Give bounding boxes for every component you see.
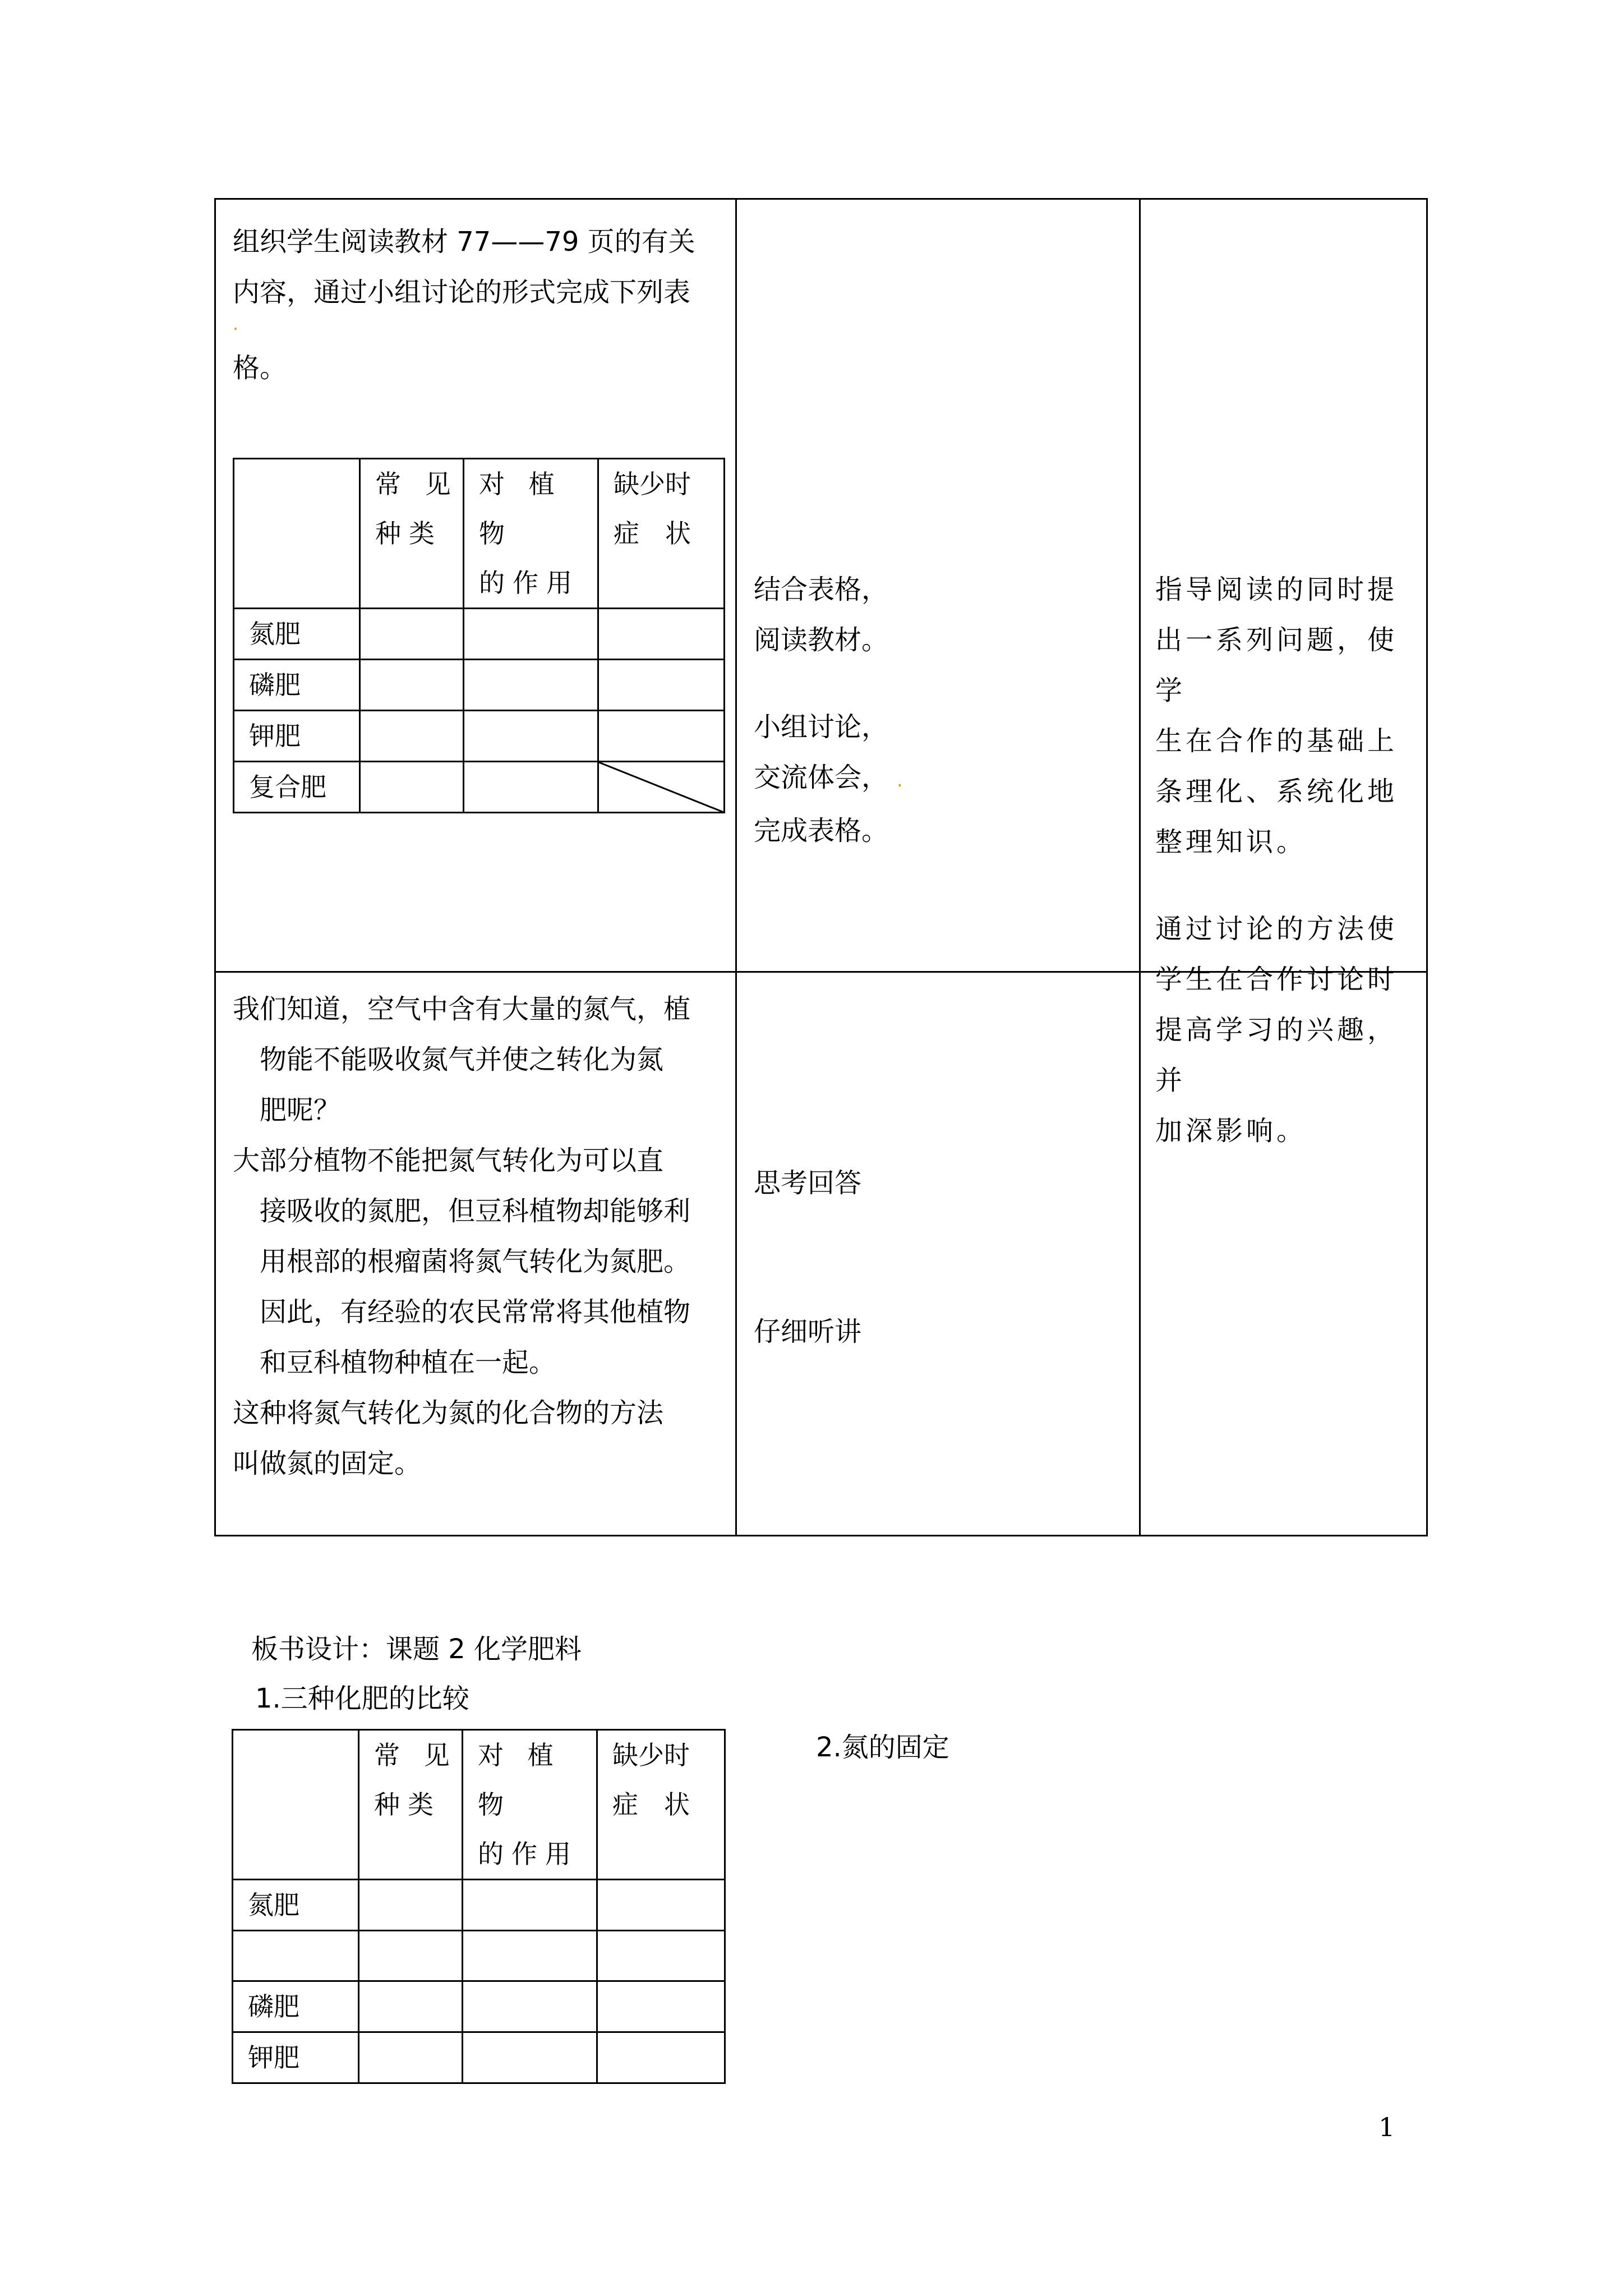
intro-line: 格。 [233,352,287,384]
intent-line: 学生在合作讨论时 [1155,964,1398,995]
intent-line: 出一系列问题，使学 [1155,624,1398,706]
fert-row-label: 磷肥 [234,660,360,711]
fert-header-deficiency: 缺少时 症 状 [598,459,725,609]
teacher-intro [233,217,726,393]
fert-row-label: 复合肥 [234,762,360,813]
student-line: 阅读教材。 [754,624,889,656]
teacher-line: 我们知道，空气中含有大量的氮气，植 [233,993,691,1025]
lesson-row-2 [215,972,1427,1536]
teacher-line: 物能不能吸收氮气并使之转化为氮 [260,1044,664,1075]
student-line: 完成表格。 [754,815,889,846]
design-intent-cell [1140,972,1427,1536]
intent-line: 提高学习的兴趣，并 [1155,1014,1398,1096]
fert-header-effect: 对 植 物 的作用 [464,459,598,609]
student-activity [754,564,902,856]
teacher-line: 大部分植物不能把氮气转化为可以直 [233,1145,664,1176]
student-activity-cell [736,199,1140,972]
intent-line: 整理知识。 [1155,826,1307,858]
diagonal-line [599,762,725,813]
mark-dot: . [897,770,903,791]
fertilizer-table [233,458,725,813]
intent-line: 指导阅读的同时提 [1155,574,1398,605]
board-row-label: 钾肥 [233,2032,359,2083]
mark-dot: · [233,318,239,339]
board-header-deficiency: 缺少时 症 状 [597,1730,725,1880]
intro-line: 内容，通过小组讨论的形式完成下列表 [233,277,691,308]
teacher-activity-cell [215,972,736,1536]
student-line: 小组讨论， [754,711,889,743]
teacher-line: 接吸收的氮肥，但豆科植物却能够利 [260,1195,691,1227]
teacher-explanation [233,984,726,1489]
teacher-line: 这种将氮气转化为氮的化合物的方法 [233,1397,664,1429]
teacher-line: 肥呢？ [260,1094,341,1126]
page-number: 1 [1378,2112,1395,2142]
board-header-effect: 对 植 物 的作用 [463,1730,597,1880]
board-section-1: 1.三种化肥的比较 [255,1683,469,1714]
intent-line: 生在合作的基础上 [1155,725,1398,757]
design-intent-cell [1140,199,1427,1147]
student-line: 思考回答 [754,1167,862,1199]
board-row-label: 氮肥 [233,1880,359,1931]
board-header-empty [233,1730,359,1880]
lesson-row-1 [215,199,1427,972]
intent-line: 通过讨论的方法使 [1155,913,1398,945]
diagonal-cell [598,762,725,813]
teacher-line: 叫做氮的固定。 [233,1448,422,1479]
intent-line: 条理化、系统化地 [1155,776,1398,807]
board-section-2: 2.氮的固定 [816,1732,949,1763]
board-header-type: 常 见 种类 [359,1730,463,1880]
intent-line: 加深影响。 [1155,1115,1307,1147]
teacher-line: 和豆科植物种植在一起。 [260,1347,556,1378]
teacher-activity-cell [215,199,736,972]
fert-header-empty [234,459,360,609]
fert-row-label: 氮肥 [234,609,360,660]
fert-header-type: 常 见 种类 [360,459,464,609]
student-line: 结合表格， [754,574,889,605]
student-line: 仔细听讲 [754,1316,862,1347]
intro-line: 组织学生阅读教材 77——79 页的有关 [233,226,695,257]
fert-row-label: 钾肥 [234,711,360,762]
board-row-label: 磷肥 [233,1981,359,2032]
student-line: 交流体会， [754,762,889,793]
student-activity-cell [736,972,1140,1536]
board-title: 板书设计：课题 2 化学肥料 [251,1634,582,1665]
board-fertilizer-table [232,1729,726,2084]
lesson-table [214,198,1428,1536]
teacher-line: 用根部的根瘤菌将氮气转化为氮肥。 [260,1246,691,1277]
teacher-line: 因此，有经验的农民常常将其他植物 [260,1296,691,1328]
board-row-label [233,1931,359,1981]
